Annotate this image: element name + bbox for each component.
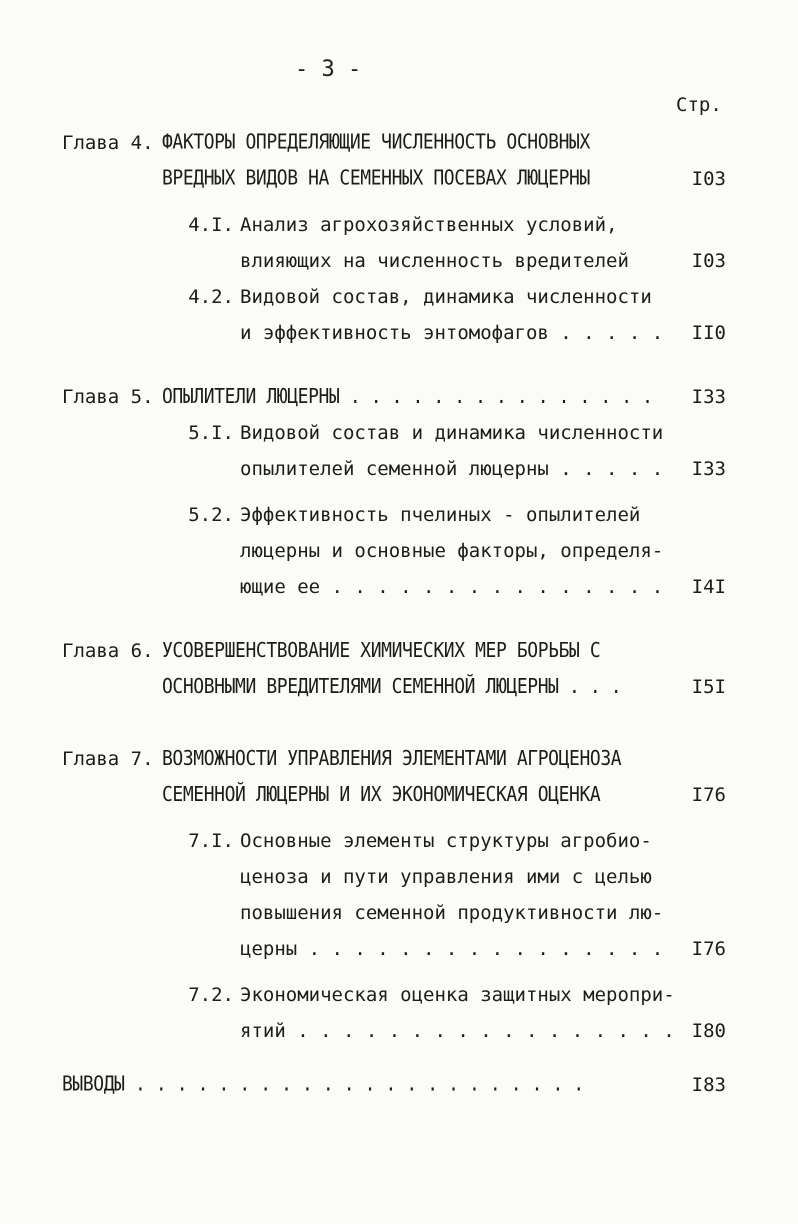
page-ref: II0	[691, 322, 726, 344]
chapter-title-line-2: СЕМЕННОЙ ЛЮЦЕРНЫ И ИХ ЭКОНОМИЧЕСКАЯ ОЦЕНКА	[162, 782, 601, 807]
chapter-title-line-1: УСОВЕРШЕНСТВОВАНИЕ ХИМИЧЕСКИХ МЕР БОРЬБЫ С	[162, 638, 601, 663]
section-number: 5.2.	[188, 504, 234, 526]
conclusions-title: ВЫВОДЫ . . . . . . . . . . . . . . . . . . . . . .	[62, 1072, 584, 1097]
chapter-label: Глава 7.	[62, 748, 154, 770]
section-number: 7.I.	[188, 830, 234, 852]
column-header: Стр.	[676, 94, 722, 116]
section-title-line-1: Основные элементы структуры агробио-	[240, 830, 652, 852]
section-title-line-2: влияющих на численность вредителей	[240, 250, 629, 272]
section-title-line-4: церны . . . . . . . . . . . . . . . .	[240, 938, 664, 960]
chapter-label: Глава 6.	[62, 640, 154, 662]
section-title-line-1: Экономическая оценка защитных меропри-	[240, 984, 675, 1006]
section-number: 4.I.	[188, 214, 234, 236]
section-title-line-2: опылителей семенной люцерны . . . . .	[240, 458, 664, 480]
page-ref: I03	[691, 168, 726, 190]
chapter-title-line-1: ФАКТОРЫ ОПРЕДЕЛЯЮЩИЕ ЧИСЛЕННОСТЬ ОСНОВНЫХ	[162, 130, 590, 155]
section-title-line-2: ятий . . . . . . . . . . . . . . . . .	[240, 1020, 675, 1042]
page-ref: I5I	[691, 676, 726, 698]
section-title-line-1: Эффективность пчелиных - опылителей	[240, 504, 641, 526]
section-title-line-1: Видовой состав, динамика численности	[240, 286, 652, 308]
chapter-title-line-2: ВРЕДНЫХ ВИДОВ НА СЕМЕННЫХ ПОСЕВАХ ЛЮЦЕРНЫ	[162, 166, 590, 191]
chapter-title-line-2: ОСНОВНЫМИ ВРЕДИТЕЛЯМИ СЕМЕННОЙ ЛЮЦЕРНЫ . . .	[162, 674, 622, 699]
section-title-line-2: люцерны и основные факторы, определя-	[240, 540, 664, 562]
page-ref: I76	[691, 784, 726, 806]
page-ref: I33	[691, 458, 726, 480]
section-title-line-3: ющие ее . . . . . . . . . . . . . . .	[240, 576, 664, 598]
section-title-line-1: Анализ агрохозяйственных условий,	[240, 214, 618, 236]
chapter-title-line-1: ВОЗМОЖНОСТИ УПРАВЛЕНИЯ ЭЛЕМЕНТАМИ АГРОЦЕНОЗА	[162, 746, 622, 771]
section-title-line-1: Видовой состав и динамика численности	[240, 422, 664, 444]
section-number: 4.2.	[188, 286, 234, 308]
page-ref: I76	[691, 938, 726, 960]
page-ref: I83	[691, 1074, 726, 1096]
page-ref: I4I	[691, 576, 726, 598]
page-ref: I33	[691, 386, 726, 408]
section-title-line-2: ценоза и пути управления ими с целью	[240, 866, 652, 888]
page-number: - 3 -	[295, 57, 362, 82]
page-ref: I80	[691, 1020, 726, 1042]
section-title-line-2: и эффективность энтомофагов . . . . .	[240, 322, 664, 344]
section-number: 7.2.	[188, 984, 234, 1006]
chapter-title-line-1: ОПЫЛИТЕЛИ ЛЮЦЕРНЫ . . . . . . . . . . . . . . .	[162, 384, 653, 409]
section-number: 5.I.	[188, 422, 234, 444]
section-title-line-3: повышения семенной продуктивности лю-	[240, 902, 664, 924]
chapter-label: Глава 4.	[62, 132, 154, 154]
page-ref: I03	[691, 250, 726, 272]
chapter-label: Глава 5.	[62, 386, 154, 408]
